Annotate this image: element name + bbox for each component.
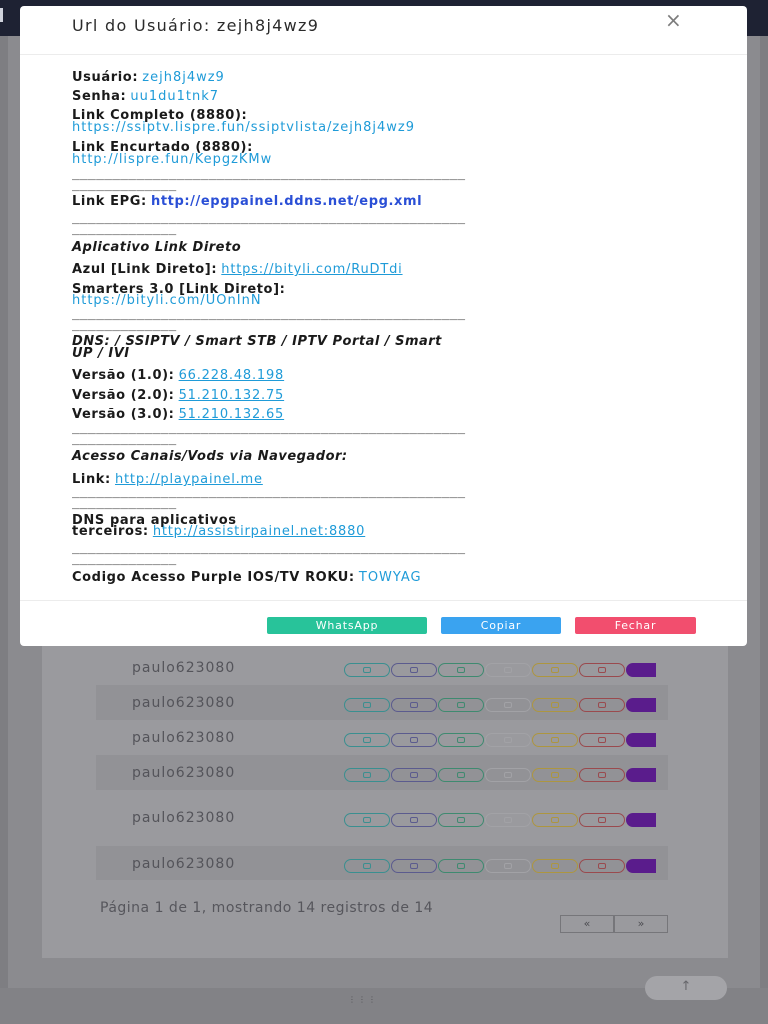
pagination-next-button[interactable]: » [614, 915, 668, 933]
senha-label: Senha: [72, 89, 127, 104]
close-icon[interactable]: × [665, 8, 682, 32]
screen-action-icon[interactable] [485, 813, 531, 827]
row-action-icons [344, 663, 656, 679]
card-action-icon[interactable] [438, 813, 484, 827]
table-cell-username: paulo623080 [132, 660, 236, 676]
background-user-table [96, 648, 668, 880]
screen-action-icon[interactable] [485, 768, 531, 782]
link-encurtado-label-text: Link Encurtado (8880): [72, 140, 253, 155]
link-epg-label: Link EPG: [72, 194, 147, 209]
camera-action-icon[interactable] [532, 768, 578, 782]
user-url-modal [20, 6, 747, 646]
table-cell-username: paulo623080 [132, 856, 236, 872]
screen-action-icon[interactable] [485, 663, 531, 677]
lock-action-icon[interactable] [579, 663, 625, 677]
separator-line: _________________________________________________ _____________ [72, 210, 466, 236]
screen-action-icon[interactable] [485, 733, 531, 747]
dns-terceiros-link[interactable]: http://assistirpainel.net:8880 [152, 524, 366, 539]
versao1-link[interactable]: 66.228.48.198 [178, 368, 285, 383]
row-action-icons [344, 859, 656, 875]
versao2-label: Versão (2.0): [72, 388, 175, 403]
aplicativo-heading [72, 240, 241, 256]
link-completo-line [72, 120, 415, 136]
separator-line: _________________________________________________ _____________ [72, 540, 466, 566]
versao1-label: Versão (1.0): [72, 368, 175, 383]
separator-line: _________________________________________________ _____________ [72, 166, 466, 192]
row-action-icons [344, 813, 656, 829]
azul-label: Azul [Link Direto]: [72, 262, 218, 277]
azul-line [72, 262, 403, 278]
copy-button[interactable]: Copiar [441, 617, 561, 634]
table-cell-username: paulo623080 [132, 730, 236, 746]
screen-action-icon[interactable] [485, 859, 531, 873]
scroll-to-top-button[interactable]: ↑ [645, 976, 727, 1000]
dns-terceiros-label-text-1: DNS para aplicativos [72, 513, 237, 528]
modal-footer [20, 600, 747, 647]
calendar-action-icon[interactable] [391, 859, 437, 873]
cloud-action-icon[interactable] [344, 768, 390, 782]
separator-line: _________________________________________________ _____________ [72, 420, 466, 446]
separator-line: _________________________________________________ _____________ [72, 306, 466, 332]
dns-terceiros-line [72, 524, 365, 540]
card-action-icon[interactable] [438, 733, 484, 747]
card-action-icon[interactable] [438, 663, 484, 677]
versao3-label: Versão (3.0): [72, 407, 175, 422]
acesso-heading [72, 449, 348, 465]
table-row [96, 685, 668, 720]
cloud-action-icon[interactable] [344, 698, 390, 712]
lock-action-icon[interactable] [579, 768, 625, 782]
pagination-prev-button[interactable]: « [560, 915, 614, 933]
dns-terceiros-label-text-2: terceiros: [72, 524, 149, 539]
whatsapp-button[interactable]: WhatsApp [267, 617, 427, 634]
pagination-controls [560, 915, 668, 933]
camera-action-icon[interactable] [532, 859, 578, 873]
card-action-icon[interactable] [438, 768, 484, 782]
codigo-value: TOWYAG [358, 570, 422, 585]
dns-heading-text-2: UP / IVI [72, 346, 130, 361]
calendar-action-icon[interactable] [391, 813, 437, 827]
cloud-action-icon[interactable] [344, 733, 390, 747]
codigo-label: Codigo Acesso Purple IOS/TV ROKU: [72, 570, 355, 585]
close-button[interactable]: Fechar [575, 617, 696, 634]
row-action-icons [344, 733, 656, 749]
senha-value: uu1du1tnk7 [130, 89, 220, 104]
azul-link[interactable]: https://bityli.com/RuDTdi [221, 262, 403, 277]
navegador-link[interactable]: http://playpainel.me [114, 472, 263, 487]
navbar-edge-mark [0, 8, 3, 22]
card-action-icon[interactable] [438, 859, 484, 873]
calendar-action-icon[interactable] [391, 663, 437, 677]
dns-heading-line2 [72, 346, 130, 362]
link-completo-label-text: Link Completo (8880): [72, 108, 248, 123]
separator-line: _________________________________________________ _____________ [72, 484, 466, 510]
link-completo-value[interactable]: https://ssiptv.lispre.fun/ssiptvlista/zejh8j4wz9 [72, 120, 415, 135]
table-cell-username: paulo623080 [132, 695, 236, 711]
modal-title: Url do Usuário: zejh8j4wz9 [72, 16, 320, 35]
smarters-label-text: Smarters 3.0 [Link Direto]: [72, 282, 286, 297]
more-action-icon[interactable] [626, 663, 656, 677]
more-action-icon[interactable] [626, 733, 656, 747]
camera-action-icon[interactable] [532, 813, 578, 827]
table-cell-username: paulo623080 [132, 810, 236, 826]
camera-action-icon[interactable] [532, 663, 578, 677]
lock-action-icon[interactable] [579, 859, 625, 873]
screen-action-icon[interactable] [485, 698, 531, 712]
navegador-link-label: Link: [72, 472, 111, 487]
modal-header [20, 6, 747, 55]
versao1-line [72, 368, 284, 384]
row-action-icons [344, 768, 656, 784]
card-action-icon[interactable] [438, 698, 484, 712]
acesso-heading-text: Acesso Canais/Vods via Navegador: [72, 449, 348, 464]
table-row [96, 846, 668, 880]
versao3-link[interactable]: 51.210.132.65 [178, 407, 285, 422]
table-row [96, 720, 668, 755]
table-row [96, 650, 668, 685]
lock-action-icon[interactable] [579, 698, 625, 712]
camera-action-icon[interactable] [532, 733, 578, 747]
smarters-link[interactable]: https://bityli.com/UOnInN [72, 293, 262, 308]
usuario-line [72, 70, 225, 86]
cloud-action-icon[interactable] [344, 859, 390, 873]
calendar-action-icon[interactable] [391, 768, 437, 782]
calendar-action-icon[interactable] [391, 733, 437, 747]
more-action-icon[interactable] [626, 859, 656, 873]
table-row [96, 800, 668, 835]
codigo-line [72, 570, 422, 586]
more-action-icon[interactable] [626, 813, 656, 827]
table-cell-username: paulo623080 [132, 765, 236, 781]
table-row [96, 755, 668, 790]
menu-grid-icon[interactable]: ⋮⋮⋮ [348, 995, 378, 1004]
link-epg-value[interactable]: http://epgpainel.ddns.net/epg.xml [150, 194, 423, 209]
more-action-icon[interactable] [626, 698, 656, 712]
camera-action-icon[interactable] [532, 698, 578, 712]
link-epg-line [72, 194, 422, 210]
lock-action-icon[interactable] [579, 813, 625, 827]
cloud-action-icon[interactable] [344, 813, 390, 827]
senha-line [72, 89, 219, 105]
versao2-link[interactable]: 51.210.132.75 [178, 388, 285, 403]
lock-action-icon[interactable] [579, 733, 625, 747]
calendar-action-icon[interactable] [391, 698, 437, 712]
aplicativo-heading-text: Aplicativo Link Direto [72, 240, 242, 255]
usuario-value: zejh8j4wz9 [142, 70, 225, 85]
cloud-action-icon[interactable] [344, 663, 390, 677]
dns-heading-text-1: DNS: / SSIPTV / Smart STB / IPTV Portal / Smart [72, 334, 442, 349]
row-action-icons [344, 698, 656, 714]
pagination-info: Página 1 de 1, mostrando 14 registros de 14 [100, 900, 434, 916]
more-action-icon[interactable] [626, 768, 656, 782]
versao2-line [72, 388, 284, 404]
usuario-label: Usuário: [72, 70, 139, 85]
link-encurtado-value[interactable]: http://lispre.fun/KepgzKMw [72, 152, 273, 167]
